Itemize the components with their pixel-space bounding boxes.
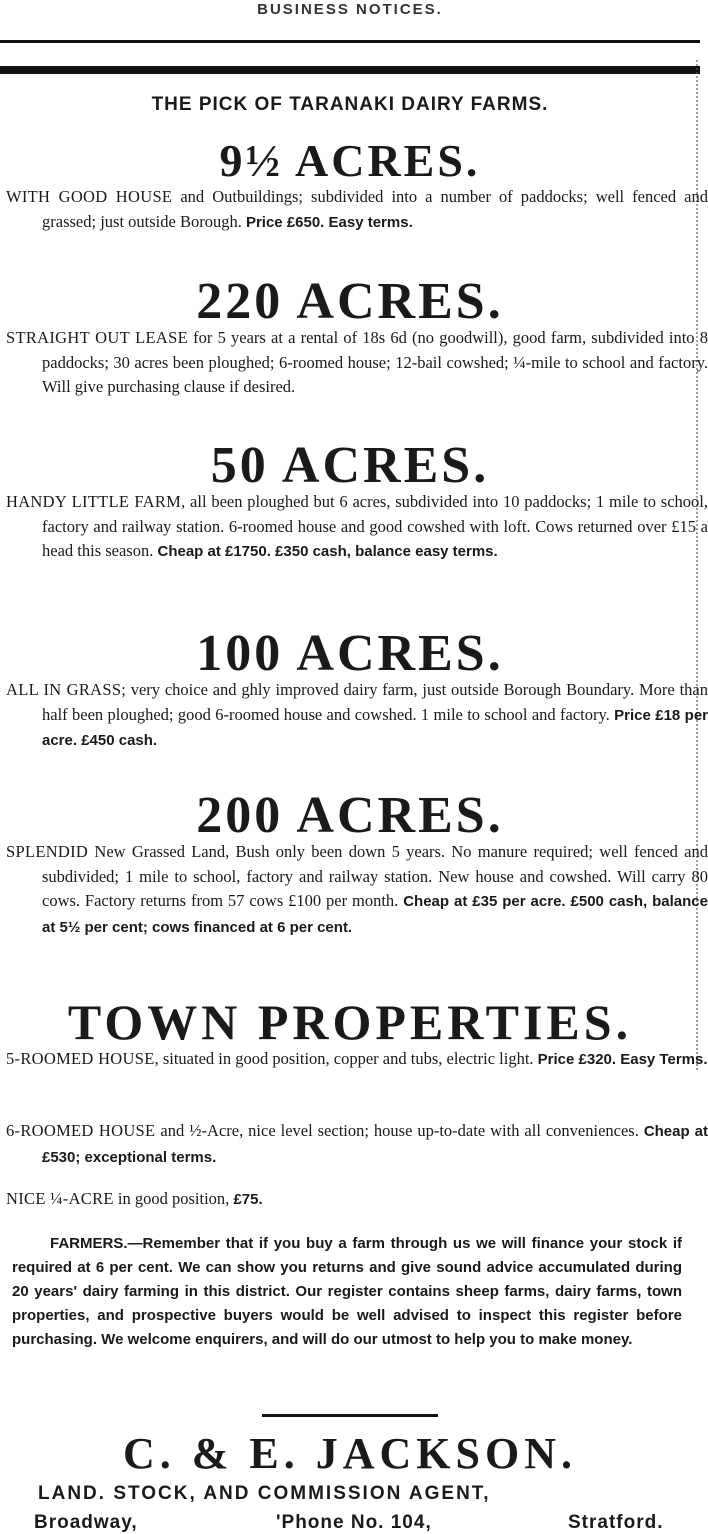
address-street: Broadway, — [34, 1512, 138, 1533]
town-listing — [6, 1119, 708, 1170]
town-properties-heading: TOWN PROPERTIES. — [67, 994, 633, 1050]
section-header: BUSINESS NOTICES. — [257, 1, 443, 18]
agent-name: C. & E. JACKSON. — [122, 1429, 578, 1478]
listing-body: and Outbuildings; subdivided into a number of paddocks; well fenced and grassed; just outside Borough. — [42, 187, 708, 231]
address-town: Stratford. — [568, 1512, 664, 1533]
town-body: , situated in good position, copper and tubs, electric light. — [154, 1049, 538, 1068]
town-body: in good position, — [113, 1189, 234, 1208]
listing-price: Price £18 per acre. £450 cash. — [42, 706, 708, 749]
address-phone: 'Phone No. 104, — [276, 1512, 432, 1533]
advert-border-top — [0, 66, 700, 74]
listing-text — [6, 490, 708, 565]
listing-text — [6, 185, 708, 235]
town-lead: 5-ROOMED HOUSE — [6, 1049, 155, 1068]
listing-text — [6, 326, 708, 401]
listing-heading: 100 ACRES. — [196, 625, 504, 682]
listing-text — [6, 678, 708, 754]
listing-price: Price £650. Easy terms. — [245, 213, 413, 231]
signature-rule — [262, 1414, 438, 1417]
listing-heading: 9½ ACRES. — [219, 135, 481, 186]
town-lead: NICE ¼-ACRE — [6, 1189, 114, 1208]
town-price: Price £320. Easy Terms. — [537, 1051, 708, 1068]
listing-body: ; very choice and ghly improved dairy farm, just outside Borough Boundary. More than half been ploughed; good 6-roomed house and cowshed. 1 mile to school and factory. — [42, 680, 708, 724]
farmers-note: FARMERS.—Remember that if you buy a farm through us we will finance your stock if required at 6 per cent. We can show you returns and give sound advice accumulated during 20 years' dairy farming in this district. Our register contains sheep farms, dairy farms, town properties, and prospective buyers would be well advised to inspect this register before purchasing. We welcome enquirers, and will do our utmost to help you to make money. — [12, 1235, 682, 1348]
listing-body: for 5 years at a rental of 18s 6d (no goodwill), good farm, subdivided into 8 paddocks; 30 acres been ploughed; 6-roomed house; 12-bail cowshed; ¼-mile to school and factory. Will give purchasing clause if desired. — [42, 328, 708, 396]
header-rule — [0, 40, 700, 43]
town-lead: 6-ROOMED HOUSE — [6, 1121, 156, 1140]
listing-heading: 200 ACRES. — [196, 787, 504, 844]
listing-body: New Grassed Land, Bush only been down 5 years. No manure required; well fenced and subdivided; 1 mile to school, factory and railway station. New house and cowshed. Will carry 80 cows. Factory returns from 57 cows £100 per month. — [42, 842, 708, 910]
agent-subtitle: LAND. STOCK, AND COMMISSION AGENT, — [38, 1483, 491, 1504]
listing-lead: STRAIGHT OUT LEASE — [6, 328, 188, 347]
town-listing — [6, 1047, 708, 1073]
town-price: Cheap at £530; exceptional terms. — [42, 1123, 708, 1166]
listing-price: Cheap at £35 per acre. £500 cash, balance at 5½ per cent; cows financed at 6 per cent. — [42, 893, 708, 936]
listing-lead: SPLENDID — [6, 842, 89, 861]
advert-title: THE PICK OF TARANAKI DAIRY FARMS. — [151, 94, 549, 115]
listing-lead: HANDY LITTLE FARM — [6, 492, 182, 511]
listing-body: , all been ploughed but 6 acres, subdivided into 10 paddocks; 1 mile to school, factory and railway station. 6-roomed house and good cowshed with loft. Cows returned over £15 a head this season. — [42, 492, 708, 560]
listing-heading: 220 ACRES. — [196, 273, 504, 330]
listing-price: Cheap at £1750. £350 cash, balance easy terms. — [157, 543, 498, 560]
listing-text — [6, 840, 708, 940]
listing-lead: ALL IN GRASS — [6, 680, 122, 699]
town-body: and ½-Acre, nice level section; house up-to-date with all conveniences. — [155, 1121, 644, 1140]
listing-heading: 50 ACRES. — [210, 437, 490, 494]
listing-lead: WITH GOOD HOUSE — [6, 187, 173, 206]
town-listing — [6, 1187, 708, 1213]
town-price: £75. — [233, 1191, 263, 1208]
